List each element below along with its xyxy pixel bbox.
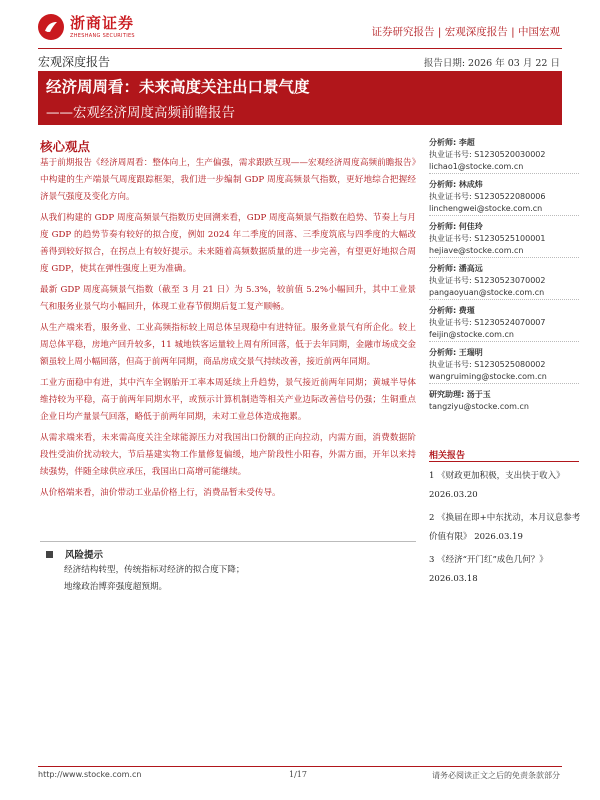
analyst-role: 分析师: bbox=[429, 306, 457, 315]
report-category: 证券研究报告 | 宏观深度报告 | 中国宏观 bbox=[371, 26, 560, 38]
analyst-role: 分析师: bbox=[429, 348, 457, 357]
analyst-email[interactable]: linchengwei@stocke.com.cn bbox=[429, 204, 543, 213]
core-view-body bbox=[40, 155, 416, 506]
analyst-email[interactable]: hejiave@stocke.com.cn bbox=[429, 246, 524, 255]
core-paragraph: 从生产端来看，服务业、工业高频指标较上周总体呈现稳中有进特征。服务业景气有所企化。较上周总体平稳，房地产回升较多，11 城地铁客运量较上周有所回落，低于去年同期，金融市场成交金额虽较上周小幅回落，但高于前两年同期，商品房成交景气持续改善，接近前两年同期。 bbox=[40, 323, 416, 367]
analyst-role: 分析师: bbox=[429, 264, 457, 273]
related-report-link[interactable]: 2 《换届在即+中东扰动，本月议息参考价值有限》 2026.03.19 bbox=[429, 513, 581, 542]
footer-disclaimer: 请务必阅读正文之后的免责条款部分 bbox=[432, 771, 560, 780]
analyst-name: 何佳玲 bbox=[458, 222, 483, 231]
analyst-name: 费瑾 bbox=[458, 306, 475, 315]
related-divider bbox=[429, 461, 579, 462]
core-paragraph: 工业方面稳中有进，其中汽车全钢胎开工率本周延续上升趋势，景气接近前两年同期；黄城半导体维持较为平稳，高于前两年同期水平，或预示计算机制造等相关产业边际改善信号仍强；生铜重点企业日均产量景气回落，略低于前两年同期，未对工业总体造成拖累。 bbox=[40, 378, 416, 422]
related-reports-list bbox=[429, 467, 581, 593]
related-report-link[interactable]: 1 《财政更加积极，支出快于收入》 2026.03.20 bbox=[429, 471, 565, 500]
analyst-role: 分析师: bbox=[429, 222, 457, 231]
logo-cn-text: 浙商证券 bbox=[70, 13, 135, 32]
page-subtitle: ——宏观经济周度高频前瞻报告 bbox=[46, 105, 235, 121]
analyst-cert: 执业证书号: S1230523070002 bbox=[429, 276, 546, 285]
analyst-name: 王瑞明 bbox=[458, 348, 483, 357]
analyst-email[interactable]: lichao1@stocke.com.cn bbox=[429, 162, 524, 171]
core-view-heading: 核心观点 bbox=[40, 139, 91, 154]
core-paragraph: 从价格端来看，油价带动工业品价格上行，消费品暂未受传导。 bbox=[40, 488, 281, 498]
analyst-card bbox=[429, 137, 579, 173]
analyst-email[interactable]: tangziyu@stocke.com.cn bbox=[429, 402, 529, 411]
analyst-card bbox=[429, 347, 579, 383]
logo-mark-icon bbox=[38, 14, 64, 40]
risk-line: 地缘政治博弈强度超预期。 bbox=[64, 582, 168, 592]
core-paragraph: 最新 GDP 周度高频景气指数（截至 3 月 21 日）为 5.3%，较前值 5.2%小幅回升，其中工业景气和服务业景气均小幅回升，体现工业春节假期后复工复产顺畅。 bbox=[40, 285, 416, 312]
risk-heading-text: 风险提示 bbox=[65, 550, 104, 561]
report-date: 报告日期: 2026 年 03 月 22 日 bbox=[423, 58, 560, 69]
report-type: 宏观深度报告 bbox=[38, 55, 111, 69]
analyst-email[interactable]: feijin@stocke.com.cn bbox=[429, 330, 514, 339]
company-logo bbox=[38, 14, 135, 40]
analyst-cert: 执业证书号: S1230522080006 bbox=[429, 192, 546, 201]
core-paragraph: 从需求端来看，未来需高度关注全球能源压力对我国出口份额的正向拉动，内需方面，消费数据阶段性受油价扰动较大，节后基建实物工作量修复偏缓，地产阶段性小阳春，外需方面，开年以来持续强势，伴随全球供应承压，我国出口高增可能继续。 bbox=[40, 433, 416, 477]
analyst-name: 汤于玉 bbox=[466, 390, 491, 399]
related-reports-heading: 相关报告 bbox=[429, 451, 466, 461]
analyst-cert: 执业证书号: S1230525100001 bbox=[429, 234, 546, 243]
logo-en-text: ZHESHANG SECURITIES bbox=[70, 32, 135, 39]
analyst-name: 李超 bbox=[458, 138, 475, 147]
analyst-role: 研究助理: bbox=[429, 390, 465, 399]
header-divider bbox=[38, 48, 562, 49]
analyst-name: 潘高远 bbox=[458, 264, 483, 273]
risk-heading bbox=[46, 547, 103, 561]
core-paragraph: 从我们构建的 GDP 周度高频景气指数历史回溯来看，GDP 周度高频景气指数在趋势、节奏上与月度 GDP 的趋势节奏有较好的拟合度，例如 2024 年二季度的回落、三季度筑底与四季度的大幅改善得到较好拟合，在拐点上有较好提示。未来随着高频数据质量的进一步完善，有望更好地拟合周度 GDP，使其在弹性强度上更为准确。 bbox=[40, 213, 416, 274]
analyst-card bbox=[429, 389, 579, 413]
related-report-link[interactable]: 3 《经济“开门红”成色几何？》 2026.03.18 bbox=[429, 555, 548, 584]
core-paragraph: 基于前期报告《经济周周看：整体向上，生产偏强，需求跟跌互现——宏观经济周度高频前瞻报告》中构建的生产端景气周度跟踪框架，我们进一步编制 GDP 周度高频景气指数，更好地综合把握经济景气强度及变化方向。 bbox=[40, 158, 416, 202]
risk-line: 经济结构转型，传统指标对经济的拟合度下降； bbox=[64, 565, 245, 575]
analyst-card bbox=[429, 305, 579, 341]
risk-body bbox=[64, 562, 244, 596]
footer-url[interactable]: http://www.stocke.com.cn bbox=[38, 770, 142, 779]
analyst-name: 林成炜 bbox=[458, 180, 483, 189]
analyst-cert: 执业证书号: S1230525080002 bbox=[429, 360, 546, 369]
risk-divider bbox=[40, 541, 416, 542]
page-title: 经济周周看：未来高度关注出口景气度 bbox=[46, 77, 310, 96]
analyst-card bbox=[429, 221, 579, 257]
analyst-role: 分析师: bbox=[429, 138, 457, 147]
analyst-card bbox=[429, 179, 579, 215]
footer-divider bbox=[38, 766, 562, 767]
analyst-card bbox=[429, 263, 579, 299]
bullet-square-icon bbox=[46, 551, 53, 558]
analyst-role: 分析师: bbox=[429, 180, 457, 189]
analyst-email[interactable]: pangaoyuan@stocke.com.cn bbox=[429, 288, 545, 297]
page-number: 1/17 bbox=[289, 770, 307, 779]
analyst-cert: 执业证书号: S1230524070007 bbox=[429, 318, 546, 327]
analyst-email[interactable]: wangruiming@stocke.com.cn bbox=[429, 372, 547, 381]
analyst-cert: 执业证书号: S1230520030002 bbox=[429, 150, 546, 159]
